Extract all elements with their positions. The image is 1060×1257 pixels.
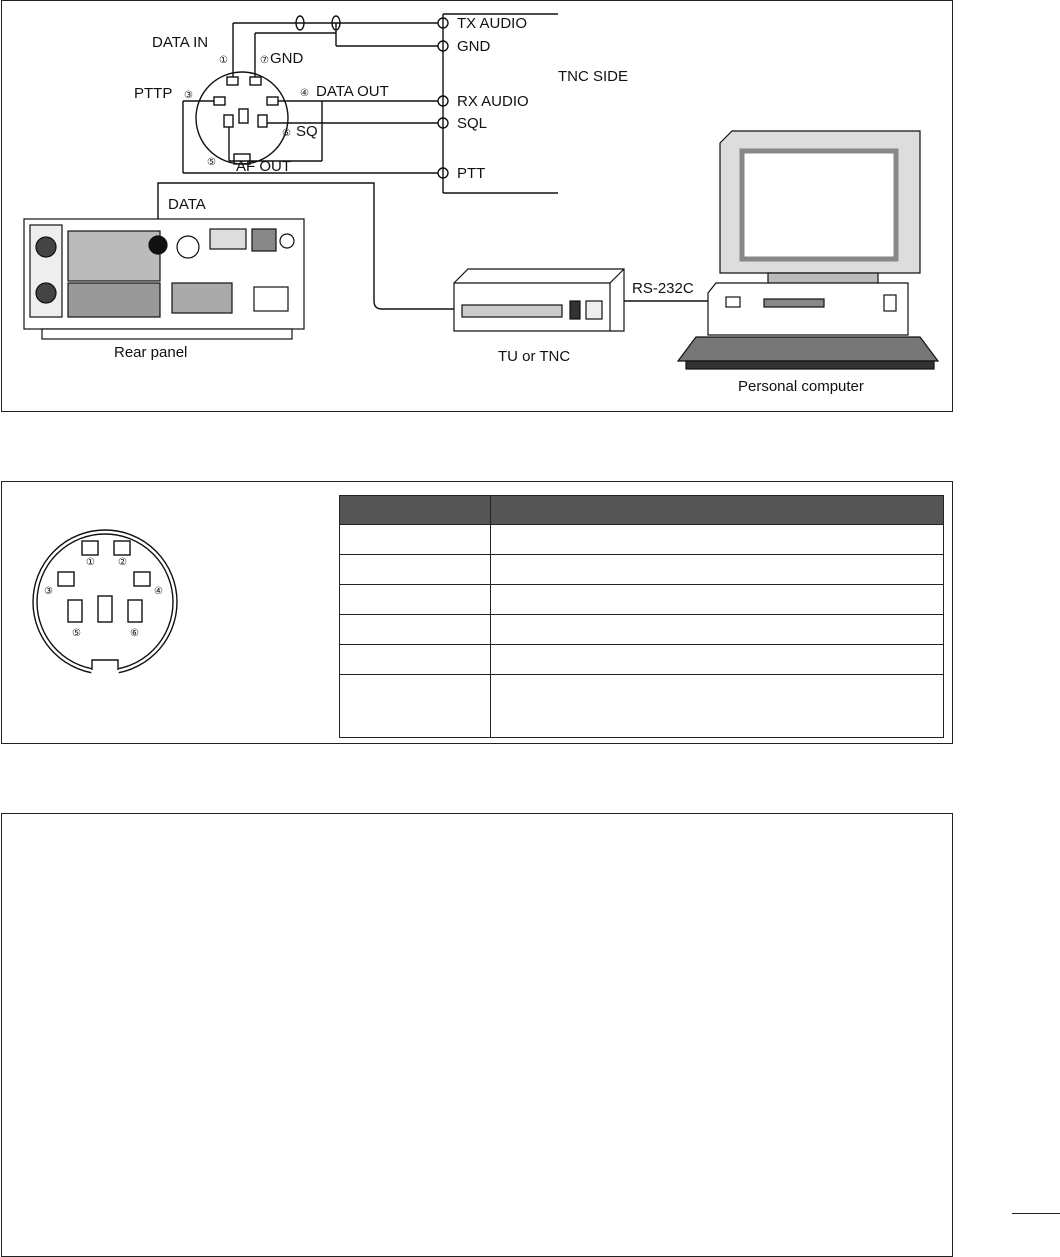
pinout-number-2: ② [118, 557, 127, 568]
label-gnd: GND [457, 38, 491, 55]
pin-number-4: ④ [300, 88, 309, 99]
label-data-in: DATA IN [152, 34, 209, 51]
pin-name-cell [340, 675, 491, 738]
pin-number-6: ⑥ [282, 128, 291, 139]
table-row [340, 585, 944, 615]
pin-description-cell [491, 645, 944, 675]
caption-personal-computer: Personal computer [738, 378, 864, 395]
pinout-header-description [491, 496, 944, 525]
pin-name-cell [340, 585, 491, 615]
tnc-unit-illustration [454, 269, 624, 331]
notes-box [1, 813, 953, 1257]
label-sql: SQL [457, 115, 488, 132]
pinout-number-3: ③ [44, 586, 53, 597]
label-pttp: PTTP [134, 85, 173, 102]
pinout-number-1: ① [86, 557, 95, 568]
pin-name-cell [340, 645, 491, 675]
pinout-connector-diagram [32, 522, 192, 682]
label-rs232c: RS-232C [632, 280, 694, 297]
pin-number-1: ① [219, 55, 228, 66]
pin-name-cell [340, 555, 491, 585]
pin-name-cell [340, 615, 491, 645]
label-gnd-pin: GND [270, 50, 304, 67]
table-row [340, 525, 944, 555]
table-row [340, 555, 944, 585]
pinout-panel [1, 481, 953, 744]
pin-description-cell [491, 615, 944, 645]
caption-tu-or-tnc: TU or TNC [498, 348, 571, 365]
pinout-header-pin [340, 496, 491, 525]
pin-number-3: ③ [184, 90, 193, 101]
page-footer-rule [1012, 1213, 1060, 1214]
pin-description-cell [491, 555, 944, 585]
label-tnc-side: TNC SIDE [558, 68, 629, 85]
label-af-out: AF OUT [236, 158, 291, 175]
pinout-table-header-row [340, 496, 944, 525]
caption-rear-panel: Rear panel [114, 344, 188, 361]
label-sq: SQ [296, 123, 318, 140]
pin-description-cell [491, 585, 944, 615]
personal-computer-illustration [678, 131, 938, 369]
label-ptt: PTT [457, 165, 486, 182]
connection-diagram-panel [1, 0, 953, 412]
data-connector-outline [196, 72, 288, 164]
connection-diagram [2, 1, 952, 411]
table-row [340, 615, 944, 645]
label-data: DATA [168, 196, 206, 213]
pinout-number-5: ⑤ [72, 628, 81, 639]
table-row [340, 645, 944, 675]
pin-description-cell [491, 525, 944, 555]
pin-number-7: ⑦ [260, 55, 269, 66]
pinout-table [339, 495, 944, 738]
pinout-number-4: ④ [154, 586, 163, 597]
pin-number-5: ⑤ [207, 157, 216, 168]
label-tx-audio: TX AUDIO [457, 15, 528, 32]
pin-name-cell [340, 525, 491, 555]
label-rx-audio: RX AUDIO [457, 93, 529, 110]
pin-description-cell [491, 675, 944, 738]
pinout-number-6: ⑥ [130, 628, 139, 639]
label-data-out: DATA OUT [316, 83, 389, 100]
rear-panel-illustration [24, 219, 304, 339]
table-row [340, 675, 944, 738]
